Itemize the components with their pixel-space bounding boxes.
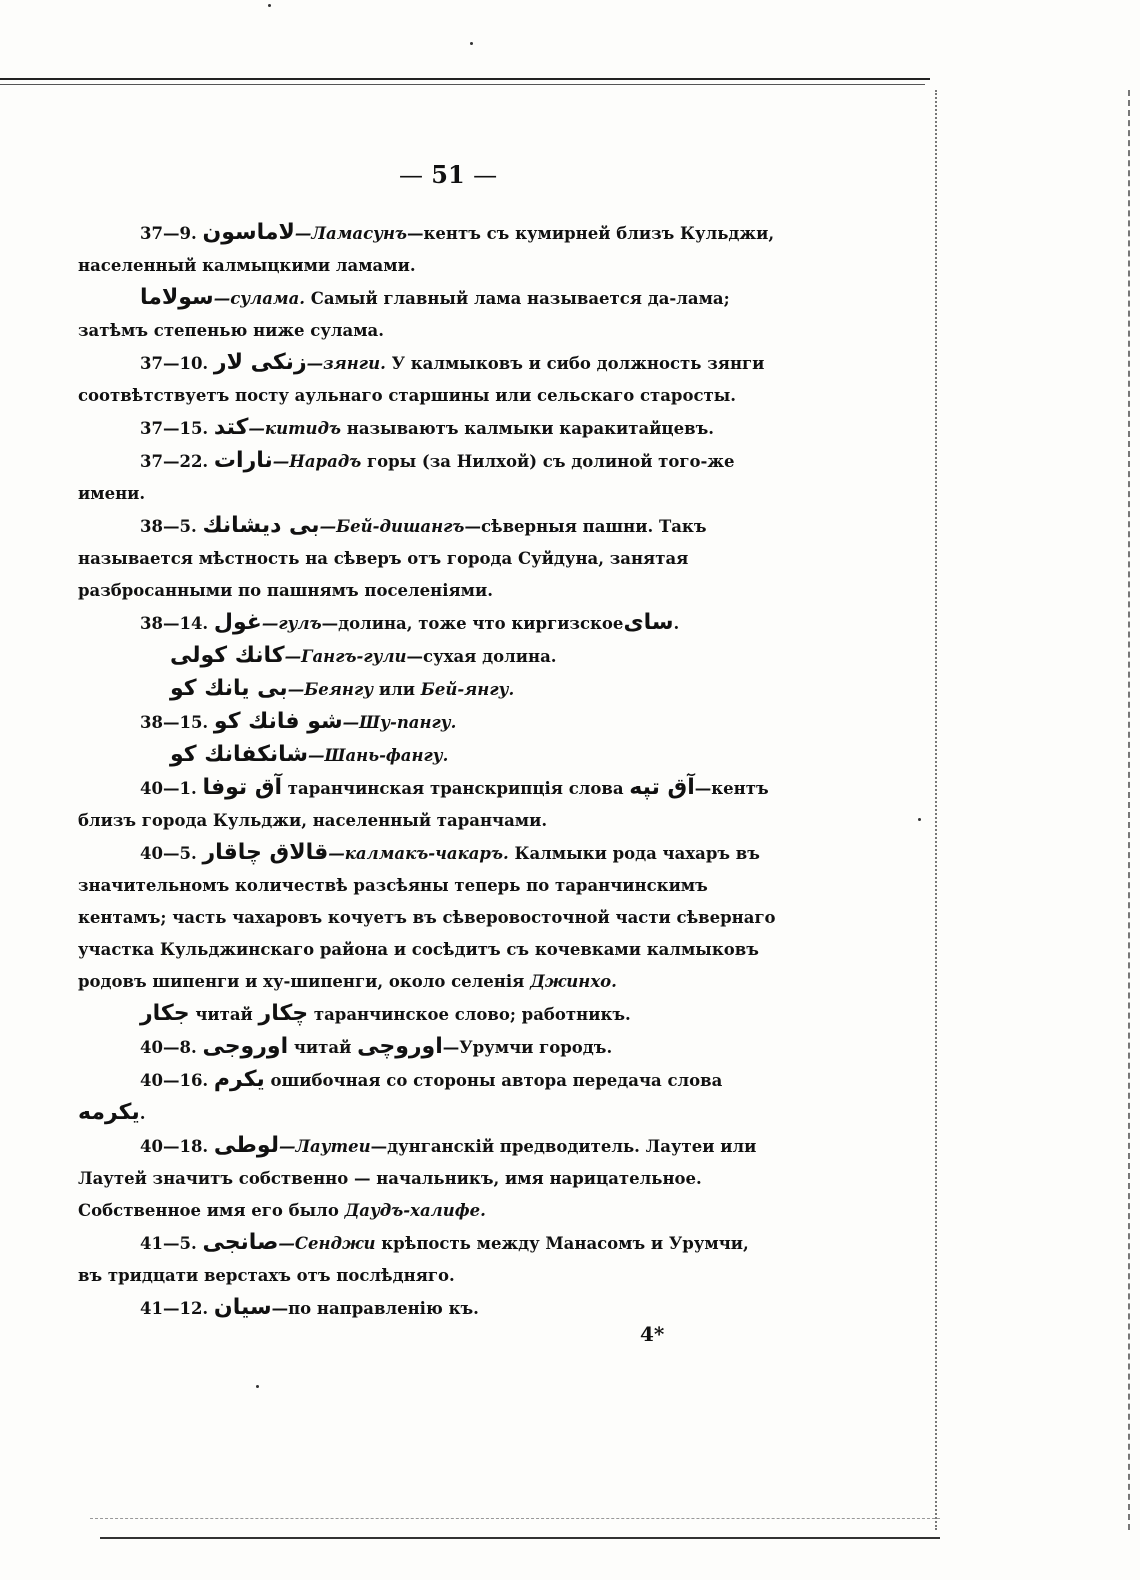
- note-entry: [78, 217, 778, 282]
- entry-text: Самый главный лама называется да-лама; затѣмъ степенью ниже сулама.: [78, 289, 730, 340]
- arabic-term: يكرم: [213, 1067, 265, 1092]
- signature-mark: 4*: [640, 1322, 665, 1346]
- entry-text: или: [373, 680, 421, 699]
- bottom-rule: [100, 1537, 940, 1539]
- speck: [918, 818, 921, 821]
- transliteration: —зянги.: [306, 354, 386, 373]
- transliteration: —Лаутеи: [278, 1137, 371, 1156]
- bottom-dashed-rule: [90, 1518, 940, 1519]
- note-entry: [78, 706, 778, 739]
- note-entry: [78, 282, 778, 347]
- entry-reference: 37—15.: [140, 419, 209, 438]
- entry-reference: 37—22.: [140, 452, 209, 471]
- entry-reference: 40—8.: [140, 1038, 197, 1057]
- arabic-term: قالاق چاقار: [202, 840, 329, 865]
- page-header: [78, 160, 778, 189]
- entry-reference: 38—15.: [140, 713, 209, 732]
- note-entry: [78, 1227, 778, 1292]
- note-entry: [78, 607, 778, 640]
- arabic-term-secondary: يكرمه: [78, 1100, 140, 1125]
- entries-list: [78, 217, 778, 1325]
- transliteration: —Гангъ-гули: [284, 647, 407, 666]
- arabic-term-secondary: چكار: [258, 1001, 309, 1026]
- entry-text: —кентъ съ кумирней близъ Кульджи, населенный калмыцкими ламами.: [78, 224, 775, 275]
- right-margin-line: [935, 90, 937, 1530]
- entry-tail: —кентъ близъ города Кульджи, населенный таранчами.: [78, 779, 769, 830]
- top-rule: [0, 78, 930, 80]
- arabic-term: شانكفانك كو: [170, 742, 309, 767]
- note-entry: [78, 347, 778, 412]
- arabic-term: بى ديشانك: [202, 513, 320, 538]
- transliteration: —Шань-фангу.: [308, 746, 449, 765]
- speck: [256, 1385, 259, 1388]
- note-entry: [78, 1064, 778, 1130]
- entry-reference: 40—5.: [140, 844, 197, 863]
- note-entry: [78, 412, 778, 445]
- italic-term: Бей-янгу.: [420, 680, 515, 699]
- arabic-term-secondary: آق تپه: [629, 775, 695, 800]
- entry-text: Калмыки рода чахаръ въ значительномъ количествѣ разсѣяны теперь по таранчинскимъ кентамъ; часть чахаровъ кочуетъ въ сѣверовосточной части сѣвернаго участка Кульджинскаго района и сосѣдитъ съ кочевками калмыковъ родовъ шипенги и ху-шипенги, около селенія: [78, 844, 776, 991]
- entry-reference: 41—12.: [140, 1299, 209, 1318]
- arabic-term: كانك كولى: [170, 643, 285, 668]
- note-entry: [78, 998, 778, 1031]
- entry-text: называютъ калмыки каракитайцевъ.: [341, 419, 714, 438]
- transliteration: —Нарадъ: [272, 452, 362, 471]
- speck: [268, 4, 271, 7]
- transliteration: —китидъ: [248, 419, 341, 438]
- page-number: 51: [431, 160, 465, 189]
- entry-text: читай: [288, 1038, 358, 1057]
- transliteration: —гулъ: [261, 614, 322, 633]
- entry-reference: 40—16.: [140, 1071, 209, 1090]
- arabic-term: لوطى: [213, 1133, 279, 1158]
- transliteration: —сулама.: [213, 289, 306, 308]
- note-entry: [78, 1130, 778, 1227]
- entry-reference: 41—5.: [140, 1234, 197, 1253]
- arabic-term: كتد: [213, 415, 249, 440]
- transliteration: —Ламасунъ: [294, 224, 408, 243]
- note-entry: [78, 1292, 778, 1325]
- arabic-term: زنكى لار: [213, 350, 307, 375]
- page-body: [78, 160, 778, 1325]
- entry-reference: 37—10.: [140, 354, 209, 373]
- arabic-term: شو فانك كو: [213, 709, 343, 734]
- entry-tail: —Урумчи городъ.: [442, 1038, 613, 1057]
- arabic-term: لاماسون: [202, 220, 295, 245]
- entry-reference: 40—18.: [140, 1137, 209, 1156]
- arabic-term: نارات: [213, 448, 273, 473]
- note-entry: [78, 510, 778, 607]
- transliteration: —Шу-пангу.: [342, 713, 457, 732]
- note-entry: [78, 640, 778, 673]
- entry-reference: 37—9.: [140, 224, 197, 243]
- entry-text: —долина, тоже что киргизское: [321, 614, 624, 633]
- arabic-term: سيان: [213, 1295, 272, 1320]
- transliteration: —Бей-дишангъ: [319, 517, 465, 536]
- entry-text: читай: [189, 1005, 259, 1024]
- far-right-margin-line: [1128, 90, 1130, 1530]
- arabic-term: صانجى: [202, 1230, 279, 1255]
- entry-text: У калмыковъ и сибо должность зянги соотвѣтствуетъ посту аульнаго старшины или сельскаго старосты.: [78, 354, 765, 405]
- note-entry: [78, 837, 778, 998]
- entry-reference: 38—5.: [140, 517, 197, 536]
- arabic-term: غول: [213, 610, 262, 635]
- italic-term: Даудъ-халифе.: [344, 1201, 486, 1220]
- header-right-dash: —: [473, 161, 498, 189]
- entry-text: горы (за Нилхой) съ долиной того-же имени.: [78, 452, 735, 503]
- note-entry: [78, 739, 778, 772]
- note-entry: [78, 1031, 778, 1064]
- transliteration: —Беянгу: [287, 680, 374, 699]
- entry-text: —сухая долина.: [406, 647, 557, 666]
- note-entry: [78, 673, 778, 706]
- entry-text: таранчинская транскрипція слова: [282, 779, 630, 798]
- arabic-term: آق توفا: [202, 775, 283, 800]
- transliteration: —Сенджи: [278, 1234, 376, 1253]
- entry-tail: .: [673, 614, 680, 633]
- note-entry: [78, 772, 778, 837]
- speck: [470, 42, 473, 45]
- entry-text: крѣпость между Манасомъ и Урумчи, въ тридцати верстахъ отъ послѣдняго.: [78, 1234, 749, 1285]
- arabic-term: جكار: [140, 1001, 190, 1026]
- arabic-term: بى يانك كو: [170, 676, 288, 701]
- arabic-term-secondary: ساى: [623, 610, 674, 635]
- entry-text: —сѣверныя пашни. Такъ называется мѣстность на сѣверъ отъ города Суйдуна, занятая разбросанными по пашнямъ поселеніями.: [78, 517, 707, 600]
- arabic-term: اوروجى: [202, 1034, 289, 1059]
- entry-text: —дунганскій предводитель. Лаутеи или Лаутей значитъ собственно — начальникъ, имя нарицательное. Собственное имя его было: [78, 1137, 757, 1220]
- arabic-term: سولاما: [140, 285, 214, 310]
- transliteration: —калмакъ-чакаръ.: [328, 844, 509, 863]
- top-rule-thin: [0, 84, 925, 85]
- note-entry: [78, 445, 778, 510]
- entry-tail: .: [139, 1104, 146, 1123]
- entry-reference: 40—1.: [140, 779, 197, 798]
- entry-text: ошибочная со стороны автора передача слова: [264, 1071, 723, 1090]
- entry-tail: таранчинское слово; работникъ.: [308, 1005, 631, 1024]
- italic-term: Джинхо.: [530, 972, 617, 991]
- entry-text: —по направленію къ.: [271, 1299, 479, 1318]
- entry-reference: 38—14.: [140, 614, 209, 633]
- arabic-term-secondary: اوروچى: [357, 1034, 443, 1059]
- header-left-dash: —: [398, 161, 423, 189]
